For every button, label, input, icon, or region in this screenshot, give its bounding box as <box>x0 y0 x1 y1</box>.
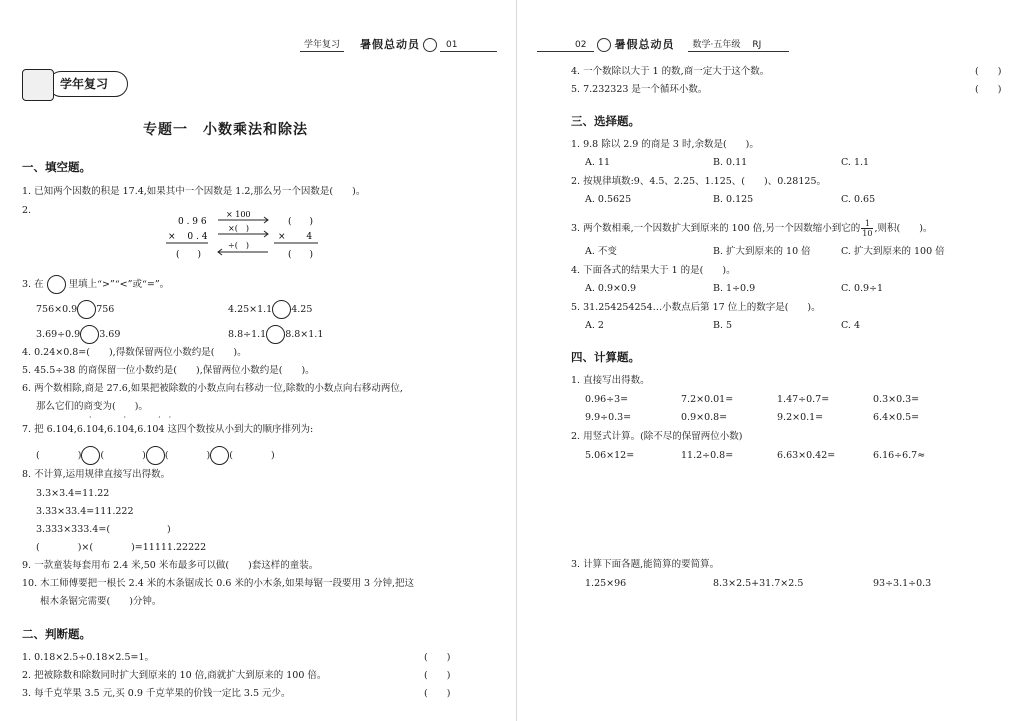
choice-5-opt-b[interactable]: B. 5 <box>713 320 733 331</box>
choice-4-opt-c[interactable]: C. 0.9÷1 <box>841 283 884 294</box>
q2-b1: ( ) <box>288 217 314 227</box>
choice-4-opt-a[interactable]: A. 0.9×0.9 <box>585 283 637 294</box>
q3-item-2 <box>228 300 312 319</box>
right-page <box>509 0 1018 721</box>
q9: 9. 一款童装每套用布 2.4 米,50 米布最多可以做( )套这样的童装。 <box>22 560 319 571</box>
calc-3-item: 8.3×2.5+31.7×2.5 <box>713 578 804 589</box>
judge-2: 2. 把被除数和除数同时扩大到原来的 10 倍,商就扩大到原来的 100 倍。 <box>22 670 327 681</box>
q2-diagram <box>160 206 330 262</box>
left-header <box>300 36 497 52</box>
q7-repeating-dots: · · · · <box>89 413 172 422</box>
left-page-number: 01 <box>440 40 497 52</box>
choice-3 <box>571 219 932 238</box>
q2-op2: ×( ) <box>228 224 249 233</box>
q2-number: 2. <box>22 205 32 216</box>
section-calc: 四、计算题。 <box>571 350 640 364</box>
q7-answer-row <box>36 446 275 465</box>
right-page-number: 02 <box>537 40 594 52</box>
calc-1-item: 6.4×0.5= <box>873 412 920 423</box>
q8-line-2: 3.33×33.4=111.222 <box>36 506 134 517</box>
calc-2-item: 6.16÷6.7≈ <box>873 450 926 461</box>
q6-line-1: 6. 两个数相除,商是 27.6,如果把被除数的小数点向右移动一位,除数的小数点向右移动两位, <box>22 383 403 394</box>
q3-post: 里填上“>”“<”或“=”。 <box>68 279 170 290</box>
choice-4: 4. 下面各式的结果大于 1 的是( )。 <box>571 265 736 276</box>
section-judge: 二、判断题。 <box>22 627 91 641</box>
choice-3-post: ,则积( )。 <box>874 222 933 234</box>
section-fill-blank: 一、填空题。 <box>22 160 91 174</box>
choice-2-opt-c[interactable]: C. 0.65 <box>841 194 876 205</box>
q3-pre: 3. 在 <box>22 279 44 290</box>
q8-line-3: 3.333×333.4=( ) <box>36 524 171 535</box>
q10-line-2: 根木条锯完需要( )分钟。 <box>40 596 162 607</box>
calc-1-item: 7.2×0.01= <box>681 394 734 405</box>
right-header-brand: 暑假总动员 <box>614 38 675 51</box>
fraction-numerator: 1 <box>864 219 870 228</box>
q2-op3: ÷( ) <box>228 241 249 250</box>
fraction-denominator: 10 <box>862 229 873 238</box>
calc-1-item: 9.2×0.1= <box>777 412 824 423</box>
choice-3-opt-b[interactable]: B. 扩大到原来的 10 倍 <box>713 246 811 257</box>
calc-3-item: 1.25×96 <box>585 578 627 589</box>
calc-2-item: 11.2÷0.8= <box>681 450 734 461</box>
q7: 7. 把 6.104,6.104,6.104,6.104 这四个数按从小到大的顺序排列为: <box>22 424 314 435</box>
q2-b2: × 4 <box>278 232 313 242</box>
choice-1-opt-c[interactable]: C. 1.1 <box>841 157 870 168</box>
compare-circle[interactable] <box>81 446 100 465</box>
q2-op1: × 100 <box>226 210 251 219</box>
choice-1: 1. 9.8 除以 2.9 的商是 3 时,余数是( )。 <box>571 139 759 150</box>
left-header-brand: 暑假总动员 <box>360 38 421 51</box>
judge-3: 3. 每千克苹果 3.5 元,买 0.9 千克苹果的价钱一定比 3.5 元少。 <box>22 688 291 699</box>
q3-item-3-left: 3.69÷0.9 <box>36 329 81 340</box>
q7-blank-2[interactable]: ( ) <box>100 450 146 461</box>
q3-item-4-left: 8.8÷1.1 <box>228 329 267 340</box>
judge-5-blank[interactable]: ( ) <box>975 84 1002 95</box>
q7-blank-4[interactable]: ( ) <box>229 450 275 461</box>
q1: 1. 已知两个因数的积是 17.4,如果其中一个因数是 1.2,那么另一个因数是( )。 <box>22 186 366 197</box>
compare-circle[interactable] <box>210 446 229 465</box>
choice-2: 2. 按规律填数:9、4.5、2.25、1.125、( )、0.28125。 <box>571 176 826 187</box>
q8-line-4: ( )×( )=11111.22222 <box>36 542 207 553</box>
right-header-subject: 数学·五年级 <box>688 37 744 52</box>
book-icon <box>22 69 54 101</box>
q3-item-3 <box>36 325 120 344</box>
choice-5: 5. 31.254254254…小数点后第 17 位上的数字是( )。 <box>571 302 821 313</box>
judge-1-blank[interactable]: ( ) <box>424 652 451 663</box>
judge-2-blank[interactable]: ( ) <box>424 670 451 681</box>
q4: 4. 0.24×0.8=( ),得数保留两位小数约是( )。 <box>22 347 247 358</box>
calc-3: 3. 计算下面各题,能简算的要简算。 <box>571 559 720 570</box>
compare-circle[interactable] <box>77 300 96 319</box>
mascot-icon <box>423 38 437 52</box>
q10-line-1: 10. 木工师傅要把一根长 2.4 米的木条锯成长 0.6 米的小木条,如果每锯一段要用 3 分钟,把这 <box>22 578 415 589</box>
choice-1-opt-b[interactable]: B. 0.11 <box>713 157 748 168</box>
topic-title: 专题一 小数乘法和除法 <box>143 122 308 138</box>
right-header-edition: RJ <box>744 40 789 52</box>
judge-4: 4. 一个数除以大于 1 的数,商一定大于这个数。 <box>571 66 770 77</box>
choice-3-opt-c[interactable]: C. 扩大到原来的 100 倍 <box>841 246 945 257</box>
mascot-icon <box>597 38 611 52</box>
q7-blank-3[interactable]: ( ) <box>164 450 211 461</box>
judge-5: 5. 7.232323 是一个循环小数。 <box>571 84 708 95</box>
calc-1-item: 0.3×0.3= <box>873 394 920 405</box>
choice-5-opt-a[interactable]: A. 2 <box>585 320 604 331</box>
q3-item-1 <box>36 300 114 319</box>
calc-2-item: 5.06×12= <box>585 450 635 461</box>
q3-item-3-right: 3.69 <box>99 329 121 340</box>
q3-item-2-left: 4.25×1.1 <box>228 304 273 315</box>
section-tag <box>22 67 128 103</box>
compare-circle[interactable] <box>272 300 291 319</box>
judge-3-blank[interactable]: ( ) <box>424 688 451 699</box>
q6-line-2: 那么它们的商变为( )。 <box>36 401 148 412</box>
judge-4-blank[interactable]: ( ) <box>975 66 1002 77</box>
calc-1-item: 1.47÷0.7= <box>777 394 830 405</box>
q2-a1: 0 . 9 6 <box>178 217 207 227</box>
q2-a2: × 0 . 4 <box>168 232 208 242</box>
section-choice: 三、选择题。 <box>571 114 640 128</box>
fraction <box>861 219 873 238</box>
compare-circle[interactable] <box>47 275 66 294</box>
right-header <box>537 36 789 52</box>
q3-item-4-right: 8.8×1.1 <box>285 329 324 340</box>
calc-2: 2. 用竖式计算。(除不尽的保留两位小数) <box>571 431 743 442</box>
calc-1-item: 9.9÷0.3= <box>585 412 632 423</box>
q3 <box>22 275 169 294</box>
q3-item-1-left: 756×0.9 <box>36 304 78 315</box>
compare-circle[interactable] <box>266 325 285 344</box>
q2-b3: ( ) <box>288 250 314 260</box>
tag-title: 学年复习 <box>60 77 109 91</box>
choice-4-opt-b[interactable]: B. 1÷0.9 <box>713 283 756 294</box>
calc-1-item: 0.9×0.8= <box>681 412 728 423</box>
choice-5-opt-c[interactable]: C. 4 <box>841 320 861 331</box>
q5: 5. 45.5÷38 的商保留一位小数约是( ),保留两位小数约是( )。 <box>22 365 315 376</box>
choice-3-pre: 3. 两个数相乘,一个因数扩大到原来的 100 倍,另一个因数缩小到它的 <box>571 222 861 234</box>
calc-3-item: 93÷3.1÷0.3 <box>873 578 932 589</box>
q8: 8. 不计算,运用规律直接写出得数。 <box>22 469 171 480</box>
left-header-text: 学年复习 <box>300 37 344 52</box>
compare-circle[interactable] <box>80 325 99 344</box>
q7-blank-1[interactable]: ( ) <box>36 450 82 461</box>
compare-circle[interactable] <box>146 446 165 465</box>
choice-1-opt-a[interactable]: A. 11 <box>585 157 610 168</box>
calc-1-item: 0.96÷3= <box>585 394 629 405</box>
calc-1: 1. 直接写出得数。 <box>571 375 650 386</box>
choice-2-opt-b[interactable]: B. 0.125 <box>713 194 754 205</box>
q3-item-4 <box>228 325 323 344</box>
calc-2-item: 6.63×0.42= <box>777 450 836 461</box>
choice-2-opt-a[interactable]: A. 0.5625 <box>585 194 632 205</box>
choice-3-opt-a[interactable]: A. 不变 <box>585 246 617 257</box>
q8-line-1: 3.3×3.4=11.22 <box>36 488 110 499</box>
q2-a3: ( ) <box>176 250 202 260</box>
judge-1: 1. 0.18×2.5÷0.18×2.5=1。 <box>22 652 154 663</box>
q3-item-1-right: 756 <box>96 304 115 315</box>
q3-item-2-right: 4.25 <box>291 304 313 315</box>
